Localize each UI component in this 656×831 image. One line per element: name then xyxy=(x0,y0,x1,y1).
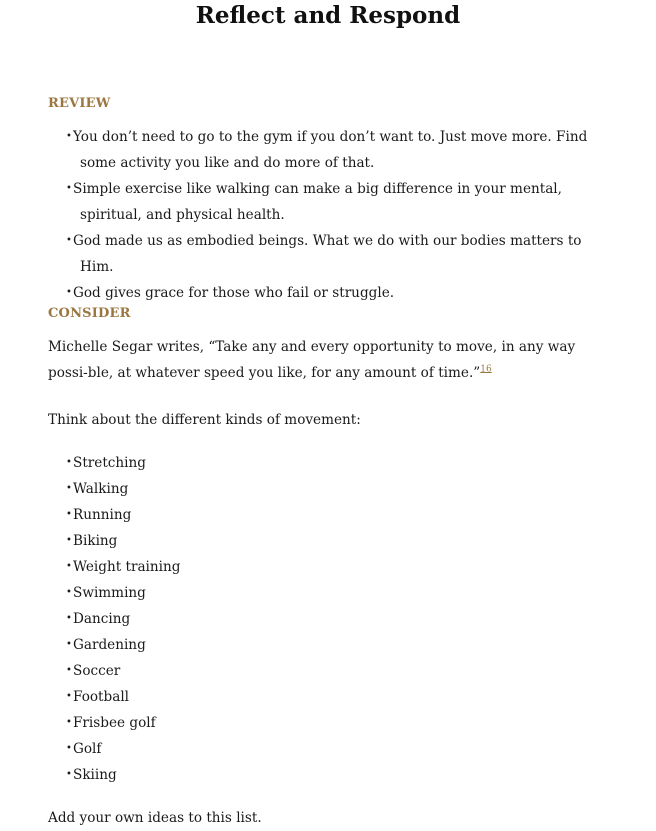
bullet-icon: • xyxy=(66,235,72,246)
footnote-link[interactable]: 16 xyxy=(480,364,492,375)
movement-list xyxy=(66,450,612,788)
bullet-icon: • xyxy=(66,587,72,598)
bullet-icon: • xyxy=(66,691,72,702)
bullet-icon: • xyxy=(66,183,72,194)
closing-prompt: Add your own ideas to this list. xyxy=(48,810,262,826)
movement-item: • Dancing xyxy=(66,606,612,632)
bullet-icon: • xyxy=(66,561,72,572)
movement-item: • Walking xyxy=(66,476,612,502)
quote-text: Michelle Segar writes, “Take any and every opportunity to move, in any way possi-ble, at whatever speed you like, for any amount of time.” xyxy=(48,339,576,381)
movement-prompt: Think about the different kinds of movement: xyxy=(48,412,361,428)
movement-item: • Biking xyxy=(66,528,612,554)
movement-item: • Skiing xyxy=(66,762,612,788)
movement-item: • Running xyxy=(66,502,612,528)
review-item: • Simple exercise like walking can make a big difference in your mental, spiritual, and physical health. xyxy=(66,176,612,228)
bullet-icon: • xyxy=(66,535,72,546)
movement-item: • Golf xyxy=(66,736,612,762)
bullet-icon: • xyxy=(66,717,72,728)
review-item: • You don’t need to go to the gym if you don’t want to. Just move more. Find some activity you like and do more of that. xyxy=(66,124,612,176)
movement-item: • Soccer xyxy=(66,658,612,684)
consider-heading: CONSIDER xyxy=(48,306,131,321)
bullet-icon: • xyxy=(66,639,72,650)
movement-item: • Frisbee golf xyxy=(66,710,612,736)
review-item: • God gives grace for those who fail or struggle. xyxy=(66,280,612,306)
bullet-icon: • xyxy=(66,509,72,520)
bullet-icon: • xyxy=(66,131,72,142)
bullet-icon: • xyxy=(66,287,72,298)
review-heading: REVIEW xyxy=(48,96,111,111)
page-title: Reflect and Respond xyxy=(195,2,461,29)
bullet-icon: • xyxy=(66,665,72,676)
movement-item: • Gardening xyxy=(66,632,612,658)
movement-item: • Swimming xyxy=(66,580,612,606)
bullet-icon: • xyxy=(66,457,72,468)
bullet-icon: • xyxy=(66,769,72,780)
bullet-icon: • xyxy=(66,613,72,624)
review-list xyxy=(66,124,612,306)
bullet-icon: • xyxy=(66,483,72,494)
quote-paragraph xyxy=(48,334,608,386)
movement-item: • Football xyxy=(66,684,612,710)
review-item: • God made us as embodied beings. What we do with our bodies matters to Him. xyxy=(66,228,612,280)
movement-item: • Weight training xyxy=(66,554,612,580)
bullet-icon: • xyxy=(66,743,72,754)
movement-item: • Stretching xyxy=(66,450,612,476)
